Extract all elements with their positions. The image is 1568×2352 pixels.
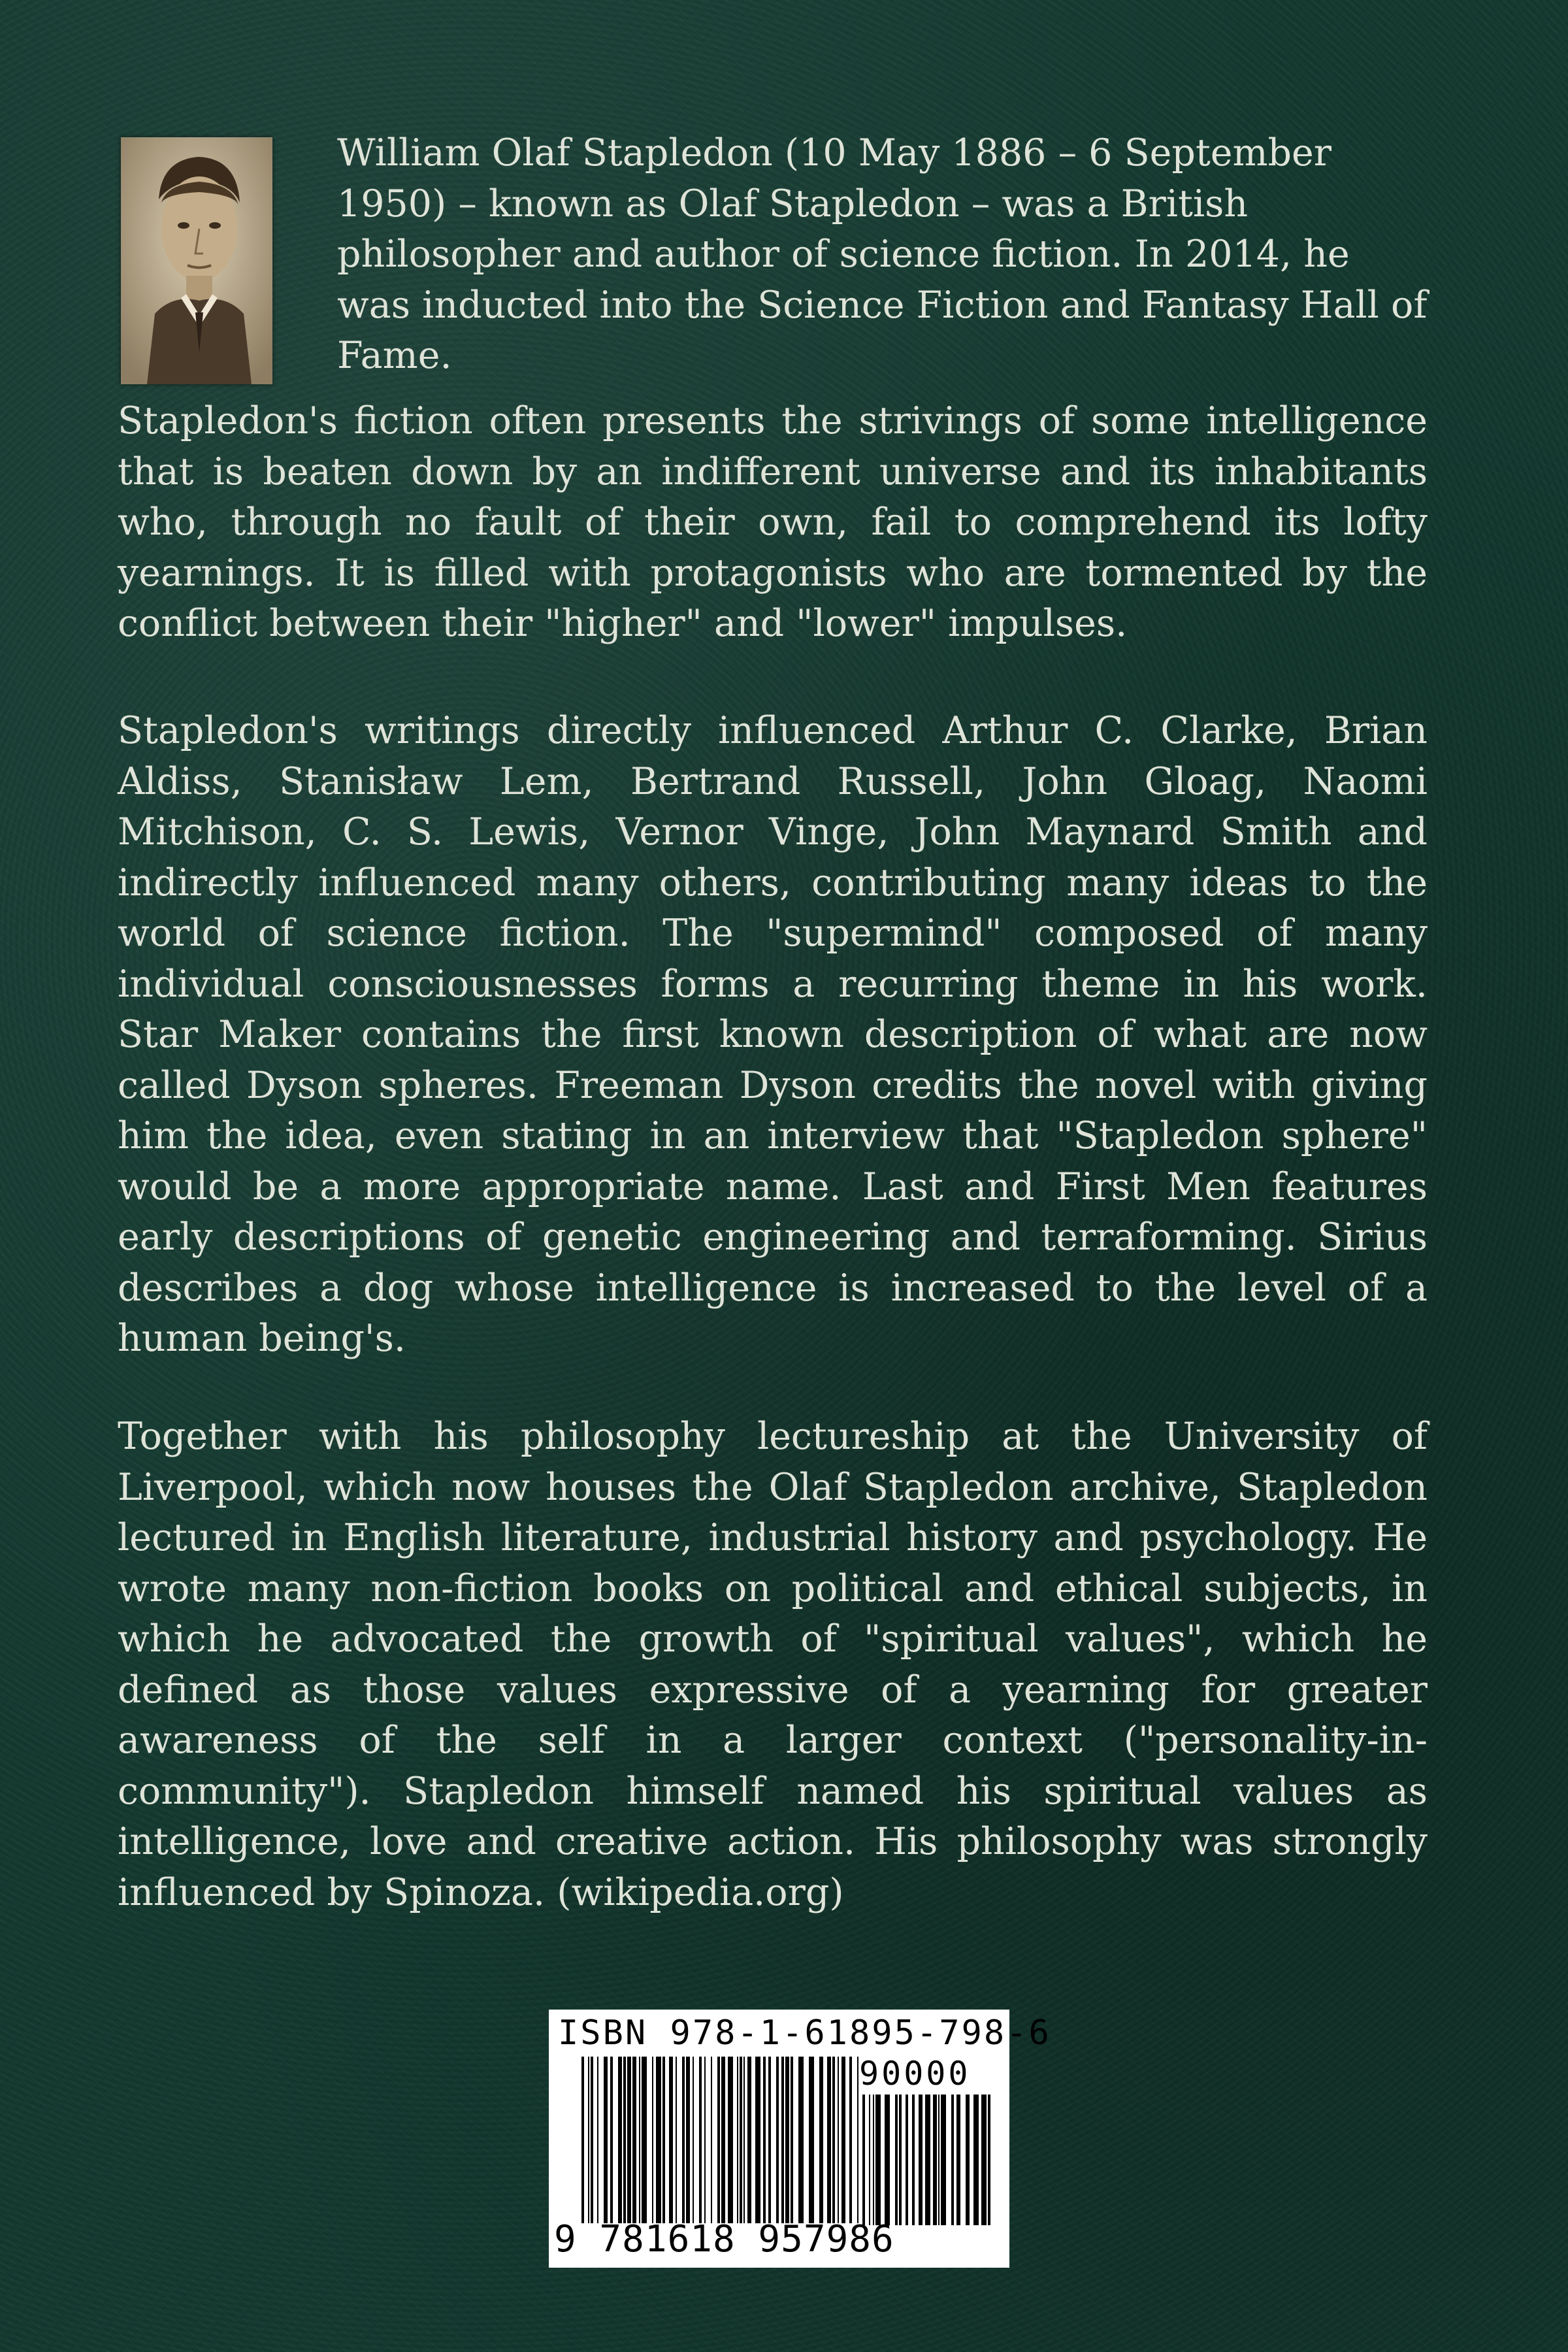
author-photo bbox=[121, 137, 272, 384]
fiction-themes-paragraph: Stapledon's fiction often presents the strivings of some intelligence that is beaten down by an indifferent universe and its inhabitants who, through no fault of their own, fail to comprehend its lofty yearnings. It is filled with protagonists who are tormented by the conflict between their "higher" and "lower" impulses. bbox=[118, 399, 1428, 645]
isbn-label: ISBN 978-1-61895-798-6 bbox=[558, 2013, 1051, 2053]
ean-number: 9 781618 957986 bbox=[554, 2218, 894, 2261]
price-addon-bars bbox=[862, 2095, 1000, 2225]
isbn-barcode bbox=[549, 2010, 1051, 2268]
price-code: 90000 bbox=[859, 2055, 971, 2093]
influence-paragraph: Stapledon's writings directly influenced Arthur C. Clarke, Brian Aldiss, Stanisław Lem, Bertrand Russell, John Gloag, Naomi Mitchison, C. S. Lewis, Vernor Vinge, John Maynard Smith and indirectly influenced many others, contributing many ideas to the world of science fiction. The "supermind" composed of many individual consciousnesses forms a recurring theme in his work. Star Maker contains the first known description of what are now called Dyson spheres. Freeman Dyson credits the novel with giving him the idea, even stating in an interview that "Stapledon sphere" would be a more appropriate name. Last and First Men features early descriptions of genetic engineering and terraforming. Sirius describes a dog whose intelligence is increased to the level of a human being's. bbox=[118, 709, 1428, 1360]
author-bio-paragraph: William Olaf Stapledon (10 May 1886 – 6 September 1950) – known as Olaf Stapledon – was a British philosopher and author of science fiction. In 2014, he was inducted into the Science Fiction and Fantasy Hall of Fame. bbox=[337, 131, 1428, 377]
author-portrait-image bbox=[121, 137, 272, 384]
ean-barcode-bars bbox=[581, 2057, 862, 2223]
philosophy-paragraph: Together with his philosophy lectureship at the University of Liverpool, which now houses the Olaf Stapledon archive, Stapledon lectured in English literature, industrial history and psychology. He wrote many non-fiction books on political and ethical subjects, in which he advocated the growth of "spiritual values", which he defined as those values expressive of a yearning for greater awareness of the self in a larger context ("personality-in-community"). Stapledon himself named his spiritual values as intelligence, love and creative action. His philosophy was strongly influenced by Spinoza. (wikipedia.org) bbox=[118, 1415, 1428, 1914]
